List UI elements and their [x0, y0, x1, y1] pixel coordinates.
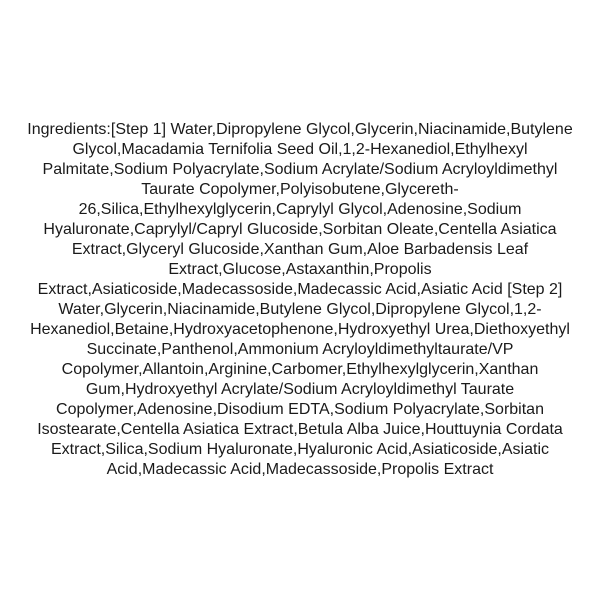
ingredients-list: Ingredients:[Step 1] Water,Dipropylene Glycol,Glycerin,Niacinamide,Butylene Glycol,Macadamia Ternifolia Seed Oil,1,2-Hexanediol,Ethylhexyl Palmitate,Sodium Polyacrylate,Sodium Acrylate/Sodium Acryloyldimethyl Taurate Copolymer,Polyisobutene,Glycereth-26,Silica,Ethylhexylglycerin,Caprylyl Glycol,Adenosine,Sodium Hyaluronate,Caprylyl/Capryl Glucoside,Sorbitan Oleate,Centella Asiatica Extract,Glyceryl Glucoside,Xanthan Gum,Aloe Barbadensis Leaf Extract,Glucose,Astaxanthin,Propolis Extract,Asiaticoside,Madecassoside,Madecassic Acid,Asiatic Acid [Step 2] Water,Glycerin,Niacinamide,Butylene Glycol,Dipropylene Glycol,1,2-Hexanediol,Betaine,Hydroxyacetophenone,Hydroxyethyl Urea,Diethoxyethyl Succinate,Panthenol,Ammonium Acryloyldimethyltaurate/VP Copolymer,Allantoin,Arginine,Carbomer,Ethylhexylglycerin,Xanthan Gum,Hydroxyethyl Acrylate/Sodium Acryloyldimethyl Taurate Copolymer,Adenosine,Disodium EDTA,Sodium Polyacrylate,Sorbitan Isostearate,Centella Asiatica Extract,Betula Alba Juice,Houttuynia Cordata Extract,Silica,Sodium Hyaluronate,Hyaluronic Acid,Asiaticoside,Asiatic Acid,Madecassic Acid,Madecassoside,Propolis Extract	[27, 121, 573, 478]
